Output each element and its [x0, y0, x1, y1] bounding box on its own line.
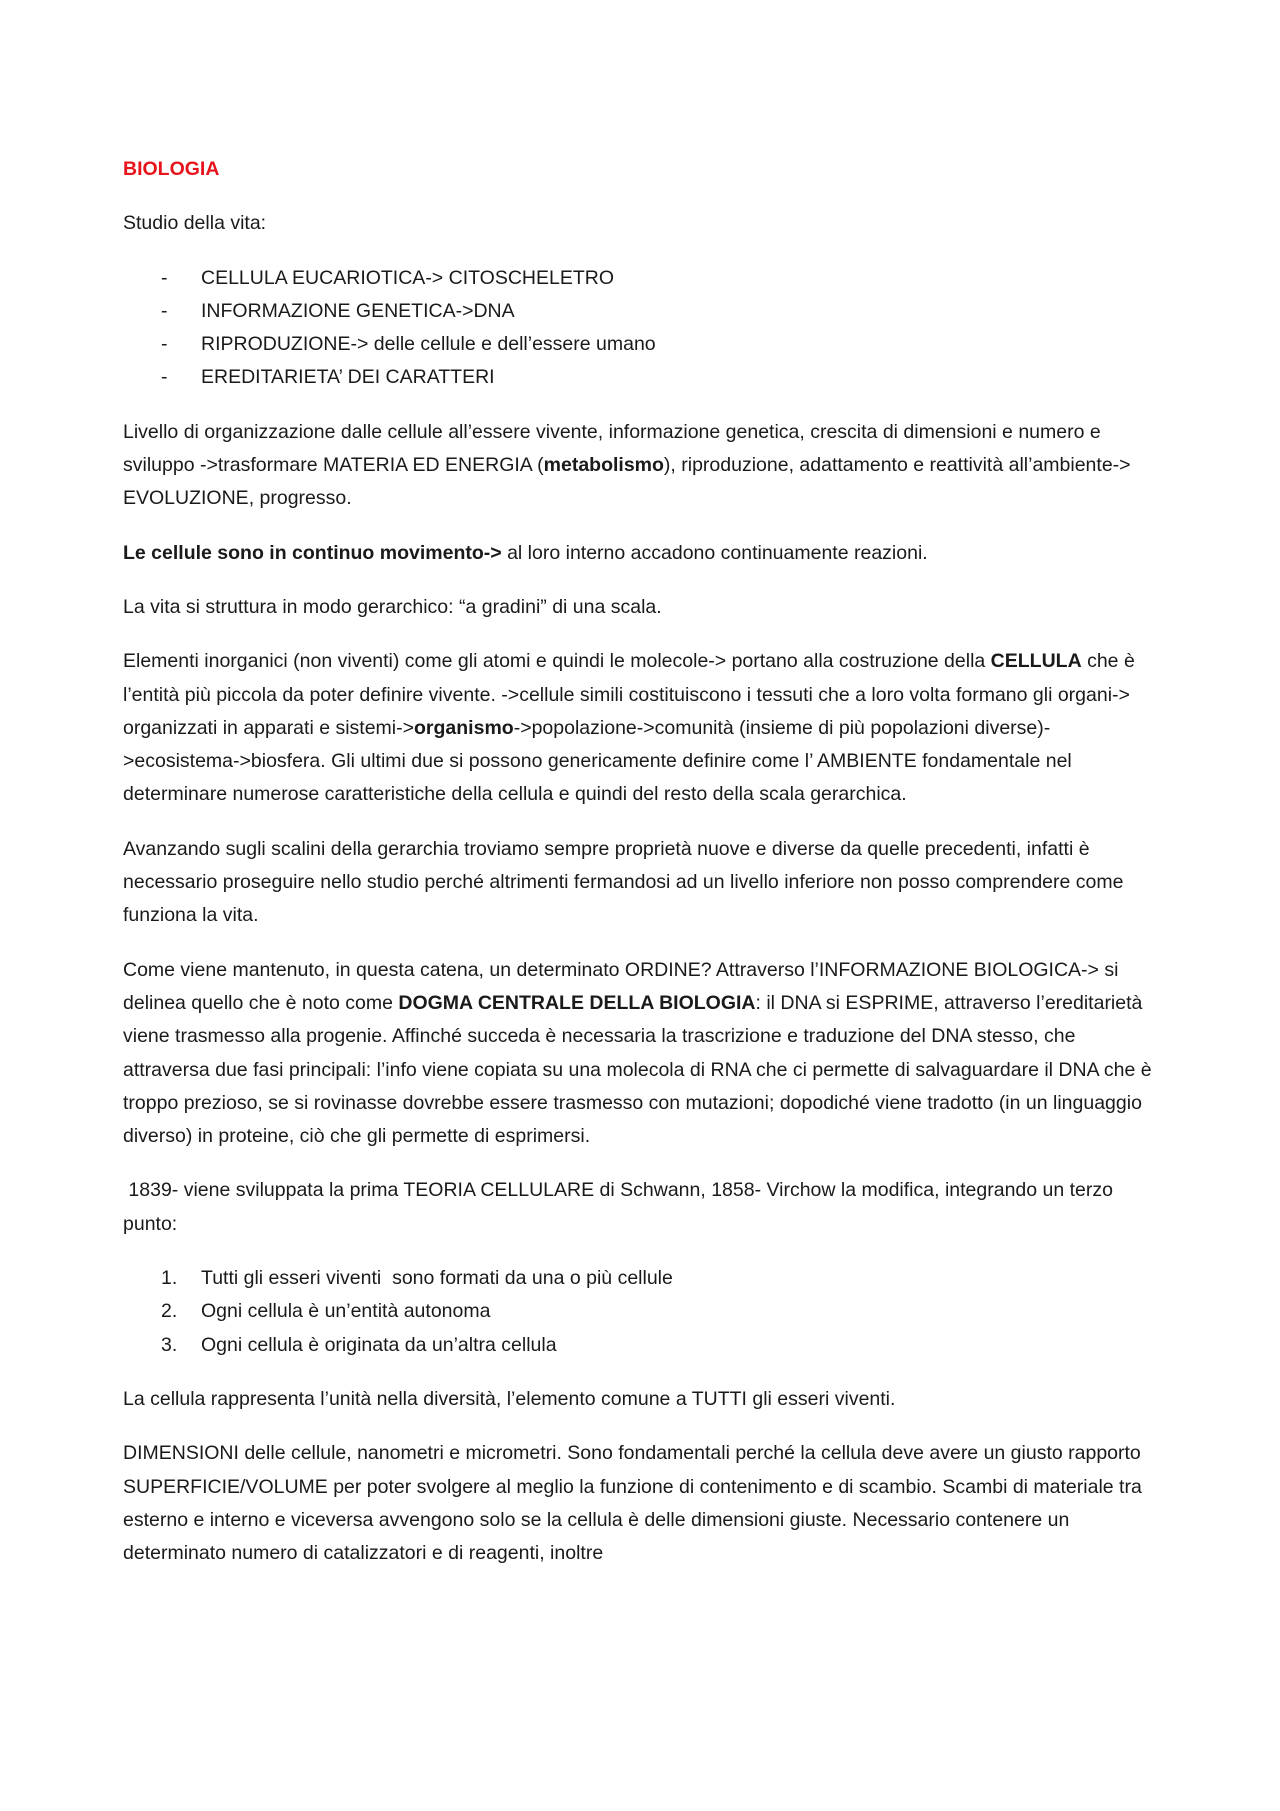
text-run: Elementi inorganici (non viventi) come gli atomi e quindi le molecole-> portano alla costruzione della: [123, 650, 991, 673]
list-item: [123, 361, 1163, 394]
list-item: [123, 1329, 1163, 1362]
bold-term: metabolismo: [543, 454, 664, 477]
topics-list: [123, 262, 1163, 395]
paragraph-steps: Avanzando sugli scalini della gerarchia troviamo sempre proprietà nuove e diverse da quelle precedenti, infatti è necessario proseguire nello studio perché altrimenti fermandosi ad un livello inferiore non posso comprendere come funziona la vita.: [123, 837, 1124, 927]
list-item-text: INFORMAZIONE GENETICA->DNA: [201, 299, 515, 322]
paragraph-organization: [123, 416, 1163, 516]
list-item-text: Ogni cellula è un’entità autonoma: [201, 1300, 491, 1323]
text-run: al loro interno accadono continuamente reazioni.: [501, 541, 928, 564]
paragraph-dogma: [123, 954, 1163, 1154]
list-item: [123, 295, 1163, 328]
dash-marker: -: [161, 366, 168, 389]
list-number: 3.: [161, 1333, 178, 1356]
paragraph-cell-theory: 1839- viene sviluppata la prima TEORIA CELLULARE di Schwann, 1858- Virchow la modifica, integrando un terzo punto:: [123, 1179, 1119, 1235]
paragraph-unity: La cellula rappresenta l’unità nella diversità, l’elemento comune a TUTTI gli esseri viventi.: [123, 1387, 896, 1410]
intro-paragraph: Studio della vita:: [123, 212, 267, 235]
text-run: ), riproduzione, adattamento e reattività all’ambiente-> EVOLUZIONE, progresso.: [123, 454, 1131, 510]
text-run: che è l’entità più piccola da poter definire vivente. ->cellule simili costituiscono i tessuti che a loro volta formano gli organi-> organizzati in apparati e sistemi->: [123, 650, 1135, 739]
dash-marker: -: [161, 299, 168, 322]
bold-term: CELLULA: [990, 650, 1082, 673]
document-body: [123, 153, 1163, 1591]
list-item: [123, 1262, 1163, 1295]
bold-term: DOGMA CENTRALE DELLA BIOLOGIA: [398, 991, 756, 1014]
paragraph-hierarchy: La vita si struttura in modo gerarchico: “a gradini” di una scala.: [123, 595, 662, 618]
list-number: 2.: [161, 1300, 178, 1323]
bold-term: Le cellule sono in continuo movimento->: [123, 541, 502, 564]
bold-term: organismo: [414, 716, 514, 739]
list-item: [123, 262, 1163, 295]
theory-points-list: [123, 1262, 1163, 1362]
paragraph-movement: [123, 537, 1163, 570]
document-title: BIOLOGIA: [123, 158, 220, 180]
list-item: [123, 1295, 1163, 1328]
list-item-text: RIPRODUZIONE-> delle cellule e dell’essere umano: [201, 333, 656, 356]
list-item-text: EREDITARIETA’ DEI CARATTERI: [201, 366, 495, 389]
text-run: ->popolazione->comunità (insieme di più popolazioni diverse)->ecosistema->biosfera. Gli ultimi due si possono genericamente definire come l’ AMBIENTE fondamentale nel determinare numerose caratteristiche della cellula e quindi del resto della scala gerarchica.: [123, 716, 1072, 806]
list-number: 1.: [161, 1267, 178, 1290]
text-run: Livello di organizzazione dalle cellule all’essere vivente, informazione genetica, crescita di dimensioni e numero e sviluppo ->trasformare MATERIA ED ENERGIA (: [123, 420, 1101, 477]
paragraph-dimensions: DIMENSIONI delle cellule, nanometri e micrometri. Sono fondamentali perché la cellula deve avere un giusto rapporto SUPERFICIE/VOLUME per poter svolgere al meglio la funzione di contenimento e di scambio. Scambi di materiale tra esterno e interno e viceversa avvengono solo se la cellula è delle dimensioni giuste. Necessario contenere un determinato numero di catalizzatori e di reagenti, inoltre: [123, 1442, 1142, 1565]
list-item-text: Ogni cellula è originata da un’altra cellula: [201, 1333, 557, 1356]
list-item-text: Tutti gli esseri viventi sono formati da una o più cellule: [201, 1267, 673, 1290]
dash-marker: -: [161, 266, 168, 289]
list-item: [123, 328, 1163, 361]
text-run: : il DNA si ESPRIME, attraverso l’ereditarietà viene trasmesso alla progenie. Affinché succeda è necessaria la trascrizione e traduzione del DNA stesso, che attraversa due fasi principali: l’info viene copiata su una molecola di RNA che ci permette di salvaguardare il DNA che è troppo prezioso, se si rovinasse dovrebbe essere trasmesso con mutazioni; dopodiché viene tradotto (in un linguaggio diverso) in proteine, ciò che gli permette di esprimersi.: [123, 991, 1152, 1148]
list-item-text: CELLULA EUCARIOTICA-> CITOSCHELETRO: [201, 266, 615, 289]
text-run: Come viene mantenuto, in questa catena, un determinato ORDINE? Attraverso l’INFORMAZIONE BIOLOGICA-> si delinea quello che è noto come: [123, 958, 1119, 1014]
paragraph-elements: [123, 645, 1163, 811]
dash-marker: -: [161, 333, 168, 356]
